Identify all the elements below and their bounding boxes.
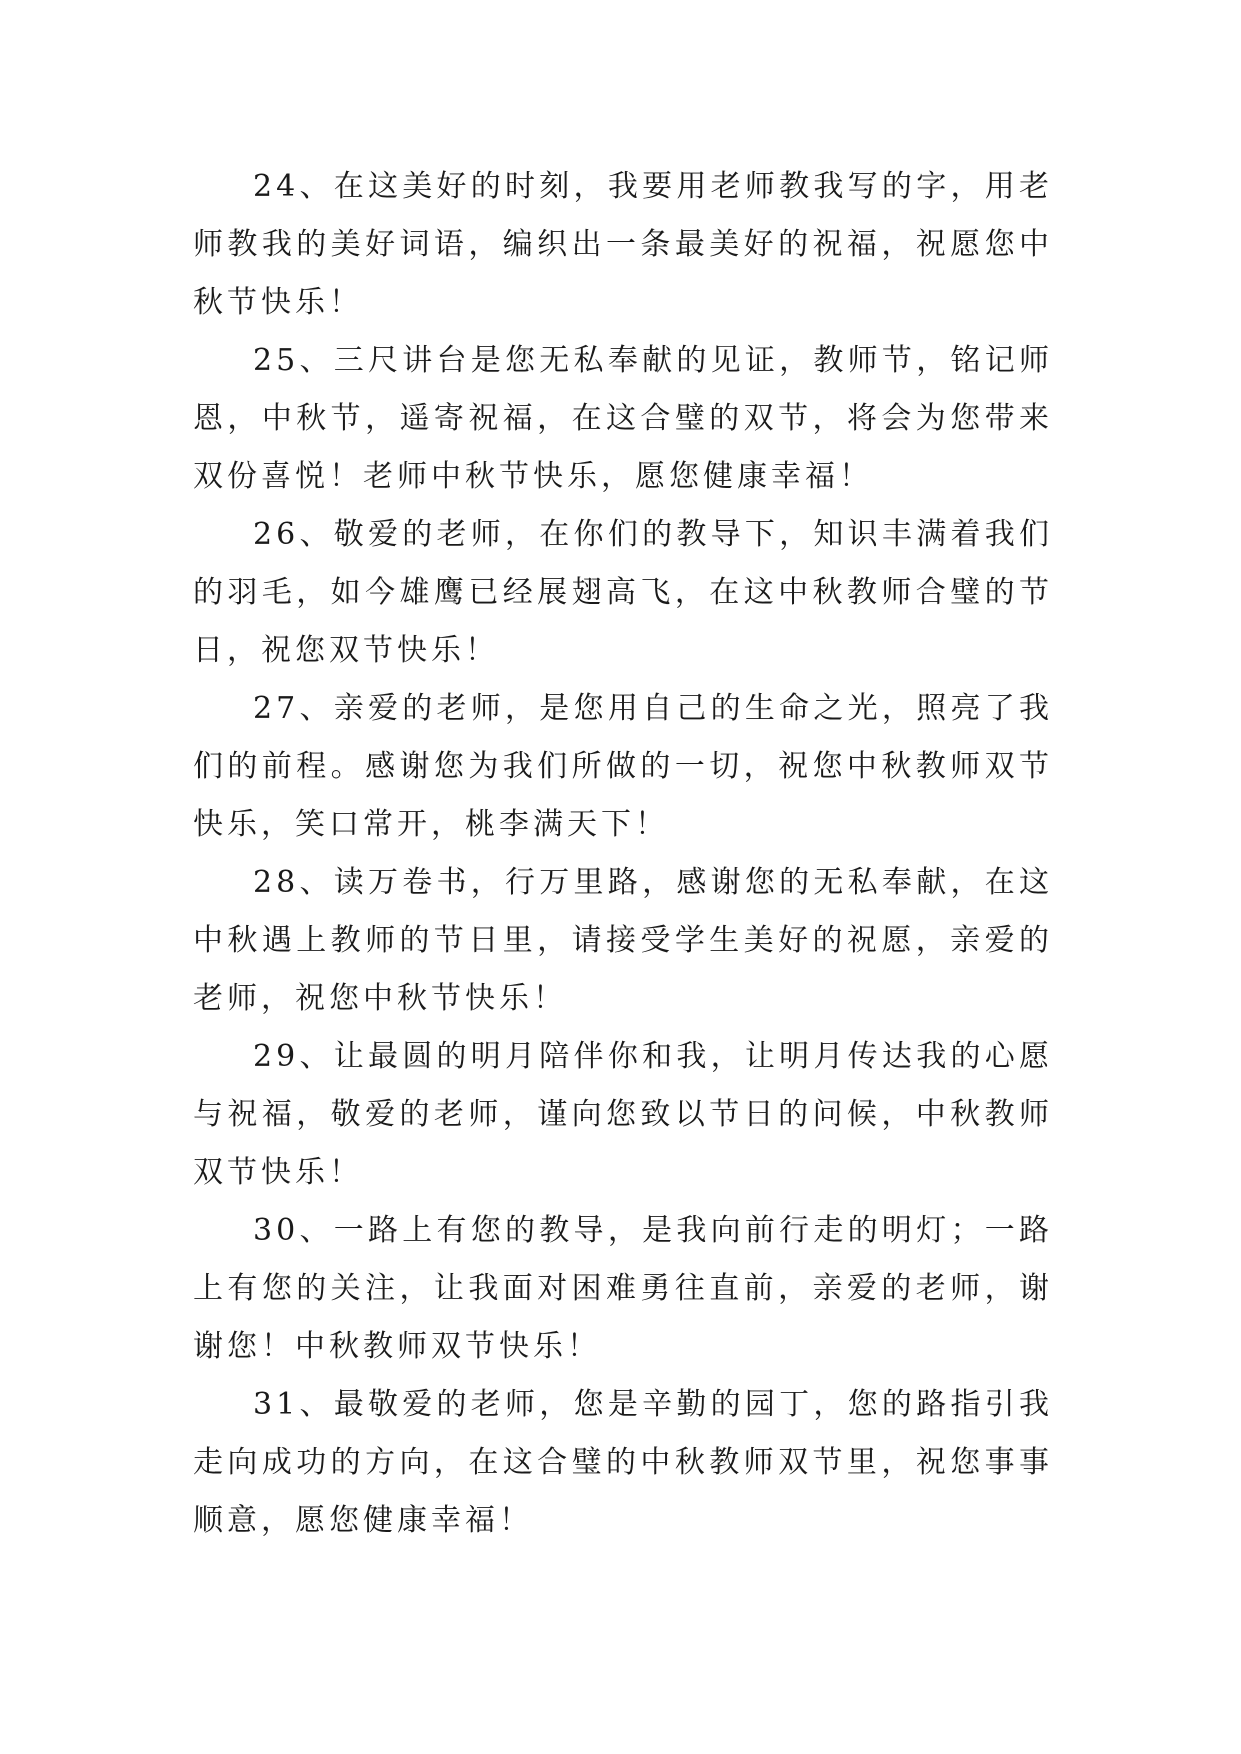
paragraph-25: 25、三尺讲台是您无私奉献的见证，教师节，铭记师恩，中秋节，遥寄祝福，在这合璧的双节，将会为您带来双份喜悦！老师中秋节快乐，愿您健康幸福！ [193, 343, 1053, 494]
paragraph-29: 29、让最圆的明月陪伴你和我，让明月传达我的心愿与祝福，敬爱的老师，谨向您致以节日的问候，中秋教师双节快乐！ [193, 1039, 1053, 1190]
paragraph-26: 26、敬爱的老师，在你们的教导下，知识丰满着我们的羽毛，如今雄鹰已经展翅高飞，在这中秋教师合璧的节日，祝您双节快乐！ [193, 517, 1053, 668]
document-body [193, 158, 1053, 1550]
paragraph-31: 31、最敬爱的老师，您是辛勤的园丁，您的路指引我走向成功的方向，在这合璧的中秋教师双节里，祝您事事顺意，愿您健康幸福！ [193, 1387, 1053, 1538]
paragraph-24: 24、在这美好的时刻，我要用老师教我写的字，用老师教我的美好词语，编织出一条最美好的祝福，祝愿您中秋节快乐！ [193, 169, 1053, 320]
paragraph-28: 28、读万卷书，行万里路，感谢您的无私奉献，在这中秋遇上教师的节日里，请接受学生美好的祝愿，亲爱的老师，祝您中秋节快乐！ [193, 865, 1053, 1016]
paragraph-27: 27、亲爱的老师，是您用自己的生命之光，照亮了我们的前程。感谢您为我们所做的一切，祝您中秋教师双节快乐，笑口常开，桃李满天下！ [193, 691, 1053, 842]
paragraph-30: 30、一路上有您的教导，是我向前行走的明灯；一路上有您的关注，让我面对困难勇往直前，亲爱的老师，谢谢您！中秋教师双节快乐！ [193, 1213, 1053, 1364]
